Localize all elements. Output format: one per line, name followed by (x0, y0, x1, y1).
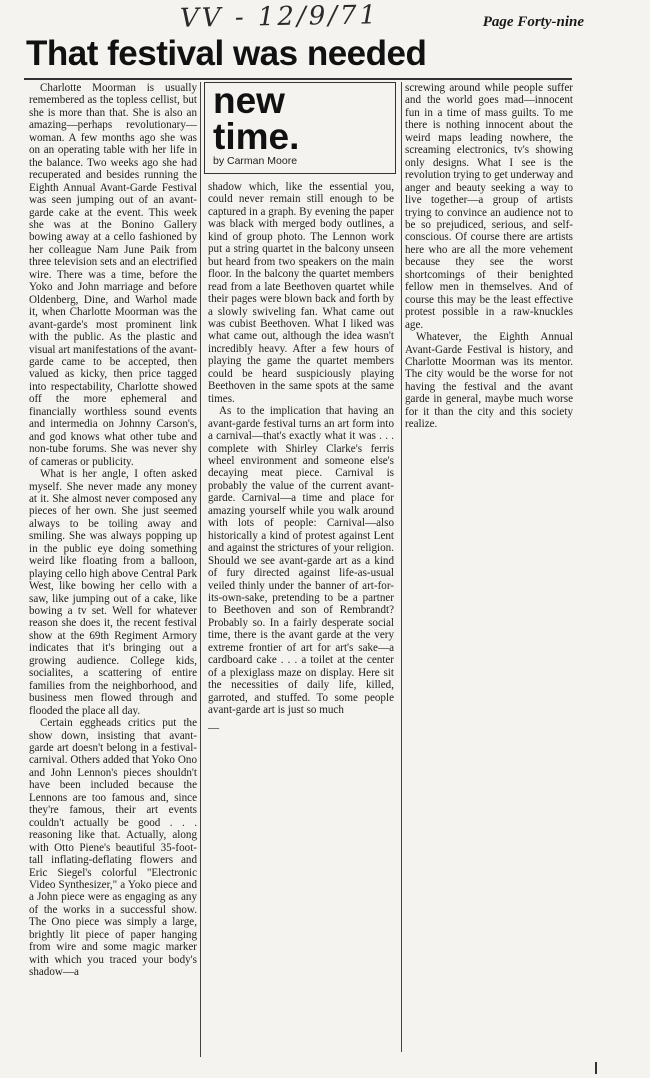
end-mark: — (208, 722, 220, 735)
paragraph: What is her angle, I often asked myself. She never made any money at it. She almost never composed any pieces of her own. She just seemed always to be toiling away and smiling. She was always popping up in the public eye doing something weird like floating from a balloon, playing cello high above Central Park West, like bowing her cello with a saw, like jumping out of a cake, like bowing a tv set. Well for whatever reason she does it, the recent festival show at the 69th Regiment Armory indicates that it's bringing out a growing audience. College kids, socialites, a scattering of entire families from the neighborhood, and business men flowed through and flooded the place all day. (29, 468, 197, 717)
handwritten-date-note: VV - 12/9/71 (179, 0, 380, 34)
headline-rule (24, 78, 572, 80)
paragraph: Certain eggheads critics put the show down, insisting that avant-garde art doesn't belong in a festival-carnival. Others added that Yoko Ono and John Lennon's pieces shouldn't have been included because the Lennons are too famous and, since they're famous, their art events couldn't actually be good . . . reasoning like that. Actually, along with Otto Piene's beautiful 35-foot-tall inflating-deflating flowers and Eric Siegel's colorful "Electronic Video Synthesizer," a Yoko piece and a John piece were as engaging as any of the works in a successful show. The Ono piece was simply a large, brightly lit piece of paper hanging from wire and some magic marker with which you traced your body's shadow—a (29, 717, 197, 979)
article-column-2 (208, 181, 394, 735)
paragraph: Charlotte Moorman is usually remembered as the topless cellist, but she is more than that. She is also an amazing—perhaps revolutionary—woman. A few months ago she was on an operating table with her life in the balance. Two weeks ago she had recuperated and besides running the Eighth Annual Avant-Garde Festival was seen jumping out of an avant-garde cake at the event. This week she was at the Bonino Gallery bowing away at a cello fashioned by her colleague Nam June Paik from three television sets and an electrified wire. There was a time, before the Yoko and John marriage and before Oldenberg, Dine, and Warhol made it, when Charlotte Moorman was the avant-garde's most prominent link with the public. As the plastic and visual art manifestations of the avant-garde came to be accepted, then valued as kicky, then price tagged into respectability, Charlotte showed off the more ephemeral and financially worthless sound events and intermedia on Johnny Carson's, and god knows what other tube and non-tube forums. She was never shy of cameras or publicity. (29, 82, 197, 468)
paragraph: As to the implication that having an avant-garde festival turns an art form into a carnival—that's exactly what it was . . . complete with Shirley Clarke's ferris wheel environment and someone else's decaying meat piece. Carnival is probably the value of the current avant-garde. Carnival—a time and place for amazing yourself while you walk around with lots of people: Carnival—also historically a kind of protest against Lent and against the strictures of your religion. Should we see avant-garde art as a kind of fury directed against life-as-usual veiled thinly under the banner of art-for-its-own-sake, pretending to be a partner to Beethoven and son of Rembrandt? Probably so. In a fairly desperate social time, there is the avant garde at the very extreme frontier of art for art's sake—a cardboard cake . . . a toilet at the center of a plexiglass maze on display. Here sit the necessities of daily life, killed, garroted, and stuffed. To some people avant-garde art is just so much (208, 405, 394, 717)
section-title-line-1: new (213, 80, 285, 121)
column-rule-2 (401, 82, 402, 1052)
paragraph: Whatever, the Eighth Annual Avant-Garde Festival is history, and Charlotte Moorman was its mentor. The city would be the worse for not having the festival and the avant garde in general, maybe much worse for it than the city and this society realize. (405, 331, 573, 431)
section-title-box (204, 82, 396, 174)
page-number: Page Forty-nine (482, 14, 584, 30)
article-column-1 (29, 82, 197, 979)
byline: by Carman Moore (213, 155, 298, 167)
paragraph: shadow which, like the essential you, could never remain still enough to be captured in a graph. By evening the paper was black with merged body outlines, a kind of group photo. The Lennon work put a string quartet in the balcony unseen but heard from two speakers on the main floor. In the balcony the quartet members read from a late Beethoven quartet while their pages were blown back and forth by a slowly swiveling fan. What came out was cubist Beethoven. What I liked was what came out, although the idea wasn't incredibly heavy. After a few hours of playing the game the quartet members could be heard suspiciously playing Beethoven in the same spots at the same times. (208, 181, 394, 405)
section-title (213, 80, 300, 157)
section-title-line-2: time. (213, 116, 300, 157)
scan-mark (595, 1062, 597, 1074)
column-rule-1 (200, 82, 201, 1057)
headline: That festival was needed (26, 34, 427, 73)
article-column-3 (405, 82, 573, 431)
paragraph: screwing around while people suffer and the world goes mad—innocent fun in a time of mass guilts. To me there is nothing innocent about the weird maps leading nowhere, the screaming electronics, tv's showing only designs. What I see is the revolution trying to get underway and anger and beauty seeking a way to live together—a group of artists trying to convince an audience not to be so prejudiced, serious, and self-conscious. Of course there are artists here who are all the more vehement because they see the worst shortcomings of their benighted fellow men in themselves. And of course this may be the least effective protest possible in a raw-knuckles age. (405, 82, 573, 331)
